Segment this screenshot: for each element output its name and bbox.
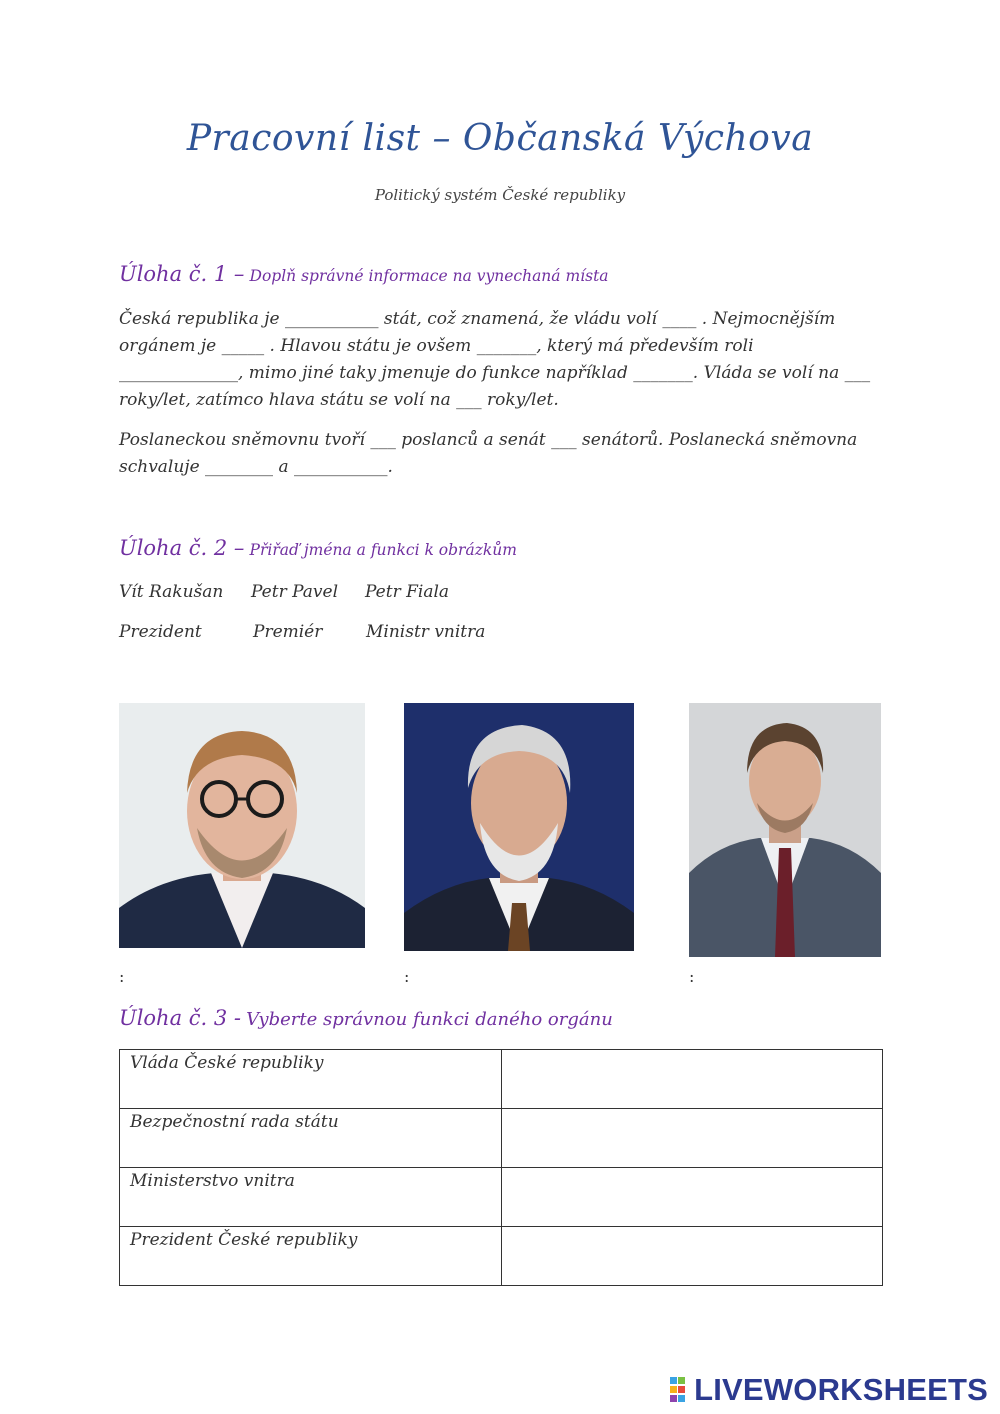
logo-text: LIVEWORKSHEETS xyxy=(694,1372,988,1407)
function-option[interactable]: Premiér xyxy=(253,622,323,642)
answer-marker-3[interactable]: : xyxy=(689,967,695,986)
name-option[interactable]: Petr Fiala xyxy=(365,582,450,602)
portrait-photo-1 xyxy=(119,703,365,948)
task3-instruction: Vyberte správnou funkci daného orgánu xyxy=(246,1009,613,1030)
task2-heading xyxy=(119,536,517,560)
page-subtitle: Politický systém České republiky xyxy=(374,186,626,204)
task3-number: Úloha č. 3 - xyxy=(119,1006,242,1030)
organ-cell: Ministerstvo vnitra xyxy=(120,1168,502,1227)
answer-marker-2[interactable]: : xyxy=(404,967,410,986)
task1-number: Úloha č. 1 – xyxy=(119,262,245,286)
task2-number: Úloha č. 2 – xyxy=(119,536,245,560)
task2-instruction: Přiřaď jména a funkci k obrázkům xyxy=(249,541,517,559)
table-row xyxy=(120,1050,883,1109)
answer-cell[interactable] xyxy=(501,1168,883,1227)
answer-marker-1[interactable]: : xyxy=(119,967,125,986)
portrait-photo-3 xyxy=(689,703,881,957)
page-title: Pracovní list – Občanská Výchova xyxy=(186,118,814,159)
organ-cell: Bezpečnostní rada státu xyxy=(120,1109,502,1168)
answer-cell[interactable] xyxy=(501,1109,883,1168)
liveworksheets-logo xyxy=(670,1372,988,1408)
task1-paragraph-1: Česká republika je ___________ stát, což znamená, že vládu volí ____ . Nejmocnějším orgánem je _____ . Hlavou státu je ovšem _______, který má především roli ______________, mimo jiné taky jmenuje do funkce například _______. Vláda se volí na ___ roky/let, zatímco hlava státu se volí na ___ roky/let. xyxy=(119,309,871,410)
organ-cell: Prezident České republiky xyxy=(120,1227,502,1286)
name-option[interactable]: Petr Pavel xyxy=(251,582,339,602)
function-option[interactable]: Prezident xyxy=(119,622,202,642)
table-row xyxy=(120,1227,883,1286)
name-option[interactable]: Vít Rakušan xyxy=(119,582,224,602)
answer-cell[interactable] xyxy=(501,1050,883,1109)
table-row xyxy=(120,1109,883,1168)
task1-paragraph-2: Poslaneckou sněmovnu tvoří ___ poslanců a senát ___ senátorů. Poslanecká sněmovna schvaluje ________ a ___________. xyxy=(119,430,858,477)
organ-cell: Vláda České republiky xyxy=(120,1050,502,1109)
organ-function-table xyxy=(119,1049,883,1286)
answer-cell[interactable] xyxy=(501,1227,883,1286)
portrait-photo-2 xyxy=(404,703,634,951)
task1-instruction: Doplň správné informace na vynechaná místa xyxy=(249,267,609,285)
task3-heading xyxy=(119,1006,613,1030)
task1-heading xyxy=(119,262,609,286)
logo-blocks-icon xyxy=(670,1377,694,1403)
table-row xyxy=(120,1168,883,1227)
function-option[interactable]: Ministr vnitra xyxy=(366,622,486,642)
